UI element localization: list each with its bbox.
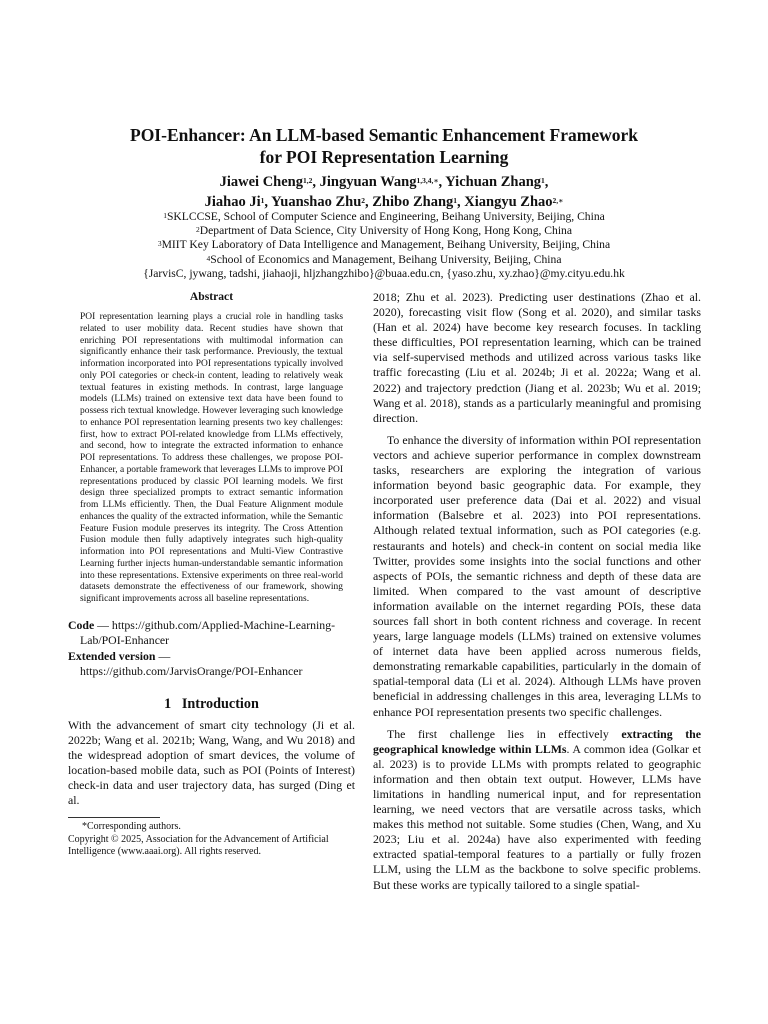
code-link-block bbox=[68, 618, 355, 648]
author-name: Jiahao Ji bbox=[204, 194, 261, 210]
body-paragraph: To enhance the diversity of information within POI representation vectors and achieve superior performance in complex downstream tasks, researchers are exploring the integration of various information beyond basic geographic data. For example, they incorporated user preference data (Dai et al. 2022) and visual information (Balsebre et al. 2023) into POI representations. Although related textual information, such as POI categories (e.g. restaurants and hotels) and check-in content on social media like Twitter, provides some insights into the social functions and other aspects of POIs, the semantic richness and depth of these data are limited. When compared to the vast amount of descriptive information available on the internet regarding POIs, these data sources fall short in both content richness and coverage. In recent years, large language models (LLMs) trained on extensive volumes of internet data have been applied across numerous fields, demonstrating remarkable capabilities, particularly in the domain of spatial-temporal data (Li et al. 2024). Although LLMs have proven beneficial in addressing challenges in this area, leveraging LLMs to enhance POI representation presents two specific challenges. bbox=[373, 432, 701, 719]
affiliation-sup: 1 bbox=[163, 211, 167, 220]
right-column bbox=[373, 290, 701, 893]
code-link-continued[interactable]: Lab/POI-Enhancer bbox=[80, 632, 170, 647]
author-list bbox=[60, 172, 708, 212]
paragraph-text: The first challenge lies in effectively bbox=[387, 726, 622, 741]
affiliation-item bbox=[40, 210, 728, 224]
affiliation-text: SKLCCSE, School of Computer Science and Engineering, Beihang University, Beijing, China bbox=[166, 210, 605, 223]
title-line-1: POI-Enhancer: An LLM-based Semantic Enhancement Framework bbox=[130, 125, 638, 145]
footnote-divider bbox=[68, 817, 160, 818]
section-number: 1 bbox=[164, 695, 172, 712]
author-sup: 1 bbox=[453, 196, 458, 205]
author-sup: 1,3,4,∗ bbox=[416, 176, 439, 185]
affiliation-text: Department of Data Science, City University of Hong Kong, Hong Kong, China bbox=[199, 224, 572, 238]
affiliation-sup: 4 bbox=[206, 253, 211, 263]
author-sup: 2,∗ bbox=[552, 196, 564, 205]
author-name: Xiangyu Zhao bbox=[464, 194, 553, 210]
affiliation-item bbox=[40, 253, 728, 267]
extended-dash: — bbox=[155, 648, 171, 663]
author-name: Jiawei Cheng bbox=[219, 174, 303, 190]
extended-version-block bbox=[68, 649, 355, 679]
section-title: Introduction bbox=[181, 695, 259, 712]
author-sup: 2 bbox=[361, 196, 366, 205]
paper-title bbox=[60, 124, 708, 168]
code-link[interactable]: https://github.com/Applied-Machine-Learning- bbox=[111, 617, 336, 632]
author-emails: {JarvisC, jywang, tadshi, jiahaoji, hljzhangzhibo}@buaa.edu.cn, {yaso.zhu, xy.zhao}@my.cityu.edu.hk bbox=[143, 266, 625, 280]
author-line-1 bbox=[60, 172, 708, 192]
author-sep: , bbox=[544, 174, 549, 190]
affiliation-sup: 2 bbox=[196, 225, 200, 235]
paragraph-text: . A common idea (Golkar et al. 2023) is to provide LLMs with prompts related to geographic information and then obtain text output. However, LLMs have limitations in handling numerical input, and for representation learning, we need vectors that are versatile across tasks, which makes this method not suitable. Some studies (Chen, Wang, and Xu 2023; Liu et al. 2024a) have also experimented with feeding extracted spatial-temporal features to a partially or fully frozen LLM, using the LLM as the backbone to solve specific problems. But these works are typically tailored to a single spatial- bbox=[373, 741, 701, 892]
emphasized-text: extracting the geographical knowledge within LLMs bbox=[373, 726, 701, 756]
author-sup: 1 bbox=[541, 176, 545, 185]
abstract-heading: Abstract bbox=[189, 290, 234, 303]
author-sep: , bbox=[438, 174, 446, 190]
author-sep: , bbox=[457, 194, 465, 210]
code-dash: — bbox=[94, 617, 112, 632]
body-paragraph bbox=[373, 727, 701, 893]
resource-links bbox=[68, 618, 355, 679]
affiliation-text: School of Economics and Management, Beihang University, Beijing, China bbox=[210, 252, 562, 266]
affiliations bbox=[40, 210, 728, 281]
author-name: Yichuan Zhang bbox=[445, 174, 542, 190]
affiliation-item bbox=[40, 238, 728, 252]
author-sep: , bbox=[365, 194, 373, 210]
author-name: Zhibo Zhang bbox=[372, 194, 454, 210]
footnote bbox=[68, 821, 355, 859]
introduction-heading bbox=[68, 696, 355, 713]
author-sup: 1 bbox=[260, 196, 265, 205]
affiliation-sup: 3 bbox=[157, 239, 162, 249]
extended-version-link[interactable]: https://github.com/JarvisOrange/POI-Enhancer bbox=[80, 663, 303, 678]
author-sep: , bbox=[264, 194, 272, 210]
author-name: Yuanshao Zhu bbox=[271, 194, 362, 210]
author-name: Jingyuan Wang bbox=[319, 174, 417, 190]
code-label: Code bbox=[68, 617, 95, 632]
corresponding-authors-note: *Corresponding authors. bbox=[82, 821, 181, 833]
left-column bbox=[68, 290, 355, 859]
abstract-text: POI representation learning plays a crucial role in handling tasks related to user mobility data. Recent studies have shown that enriching POI representations with multimodal information can significantly enhance their task performance. Previously, the textual information incorporated into POI representations typically involved only POI categories or check-in content, leading to relatively weak textual features in existing methods. In contrast, large language models (LLMs) trained on extensive text data have been found to possess rich textual knowledge. However leveraging such knowledge to enhance POI representation learning presents two key challenges: first, how to extract POI-related knowledge from LLMs effectively, and second, how to integrate the extracted information to enhance POI representations. To address these challenges, we propose POI-Enhancer, a portable framework that leverages LLMs to improve POI representations produced by classic POI learning models. We first design three specialized prompts to extract semantic information from LLMs efficiently. Then, the Dual Feature Alignment module enhances the quality of the extracted information, while the Semantic Feature Fusion module preserves its integrity. The Cross Attention Fusion module then fully adaptively integrates such high-quality information into POI representations and Multi-View Contrastive Learning further injects human-understandable semantic information into these representations. Extensive experiments on three real-world datasets demonstrate the effectiveness of our framework, showing significant improvements across all baseline representations. bbox=[80, 312, 343, 604]
author-sep: , bbox=[312, 174, 320, 190]
body-paragraph: 2018; Zhu et al. 2023). Predicting user destinations (Zhao et al. 2020), forecasting visit flow (Song et al. 2020), and similar tasks (Han et al. 2024) have become key research focuses. In tackling these difficulties, POI representation learning, which can be trained via self-supervised methods and utilized across various tasks like traffic forecasting (Liu et al. 2024b; Ji et al. 2022a; Wang et al. 2022) and trajectory predction (Jiang et al. 2023b; Wu et al. 2019; Wang et al. 2018), stands as a particularly meaningful and promising direction. bbox=[373, 290, 701, 425]
title-line-2: for POI Representation Learning bbox=[259, 147, 509, 167]
introduction-paragraph: With the advancement of smart city technology (Ji et al. 2022b; Wang et al. 2021b; Wang, Wang, and Wu 2018) and the widespread adoption of smart devices, the volume of location-based mobile data, such as POI (Points of Interest) check-in data and user trajectory data, has surged (Ding et al. bbox=[68, 717, 355, 808]
extended-version-label: Extended version bbox=[68, 648, 156, 663]
affiliation-text: MIIT Key Laboratory of Data Intelligence and Management, Beihang University, Beijing, China bbox=[161, 238, 611, 252]
author-sup: 1,2 bbox=[302, 176, 313, 185]
affiliation-item bbox=[40, 224, 728, 238]
author-line-2 bbox=[60, 192, 708, 212]
copyright-notice: Copyright © 2025, Association for the Advancement of Artificial Intelligence (www.aaai.org). All rights reserved. bbox=[68, 833, 329, 858]
